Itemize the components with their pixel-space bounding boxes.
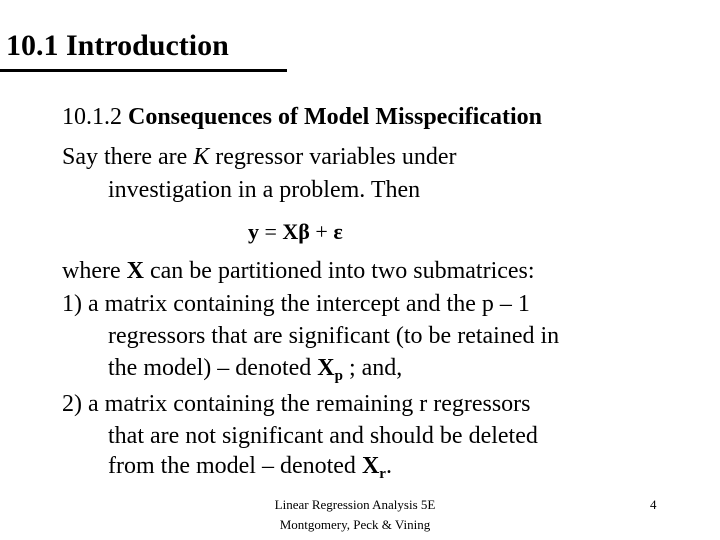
intro-text-cont: regressor variables under (209, 144, 457, 170)
title-underline (0, 69, 287, 72)
slide-title: 10.1 Introduction (6, 29, 229, 62)
item2-line-2: that are not significant and should be deleted (108, 423, 538, 449)
item1-line-1: 1) a matrix containing the intercept and the p – 1 (62, 291, 530, 317)
page-number: 4 (650, 497, 657, 512)
eq-epsilon: ε (333, 219, 343, 244)
subscript-r: r (379, 466, 386, 482)
item2-line-3 (108, 451, 392, 481)
footer-line-1: Linear Regression Analysis 5E (274, 497, 436, 512)
matrix-x: X (126, 258, 144, 284)
where-text-cont: can be partitioned into two submatrices: (143, 258, 535, 284)
item1-text-end: ; and, (342, 355, 403, 381)
eq-y: y (248, 219, 259, 244)
variable-k: K (193, 144, 210, 170)
item1-line-3 (108, 353, 402, 383)
subheading-number: 10.1.2 (62, 104, 122, 130)
where-line (62, 256, 535, 286)
where-text: where (62, 258, 127, 284)
eq-plus: + (315, 219, 328, 244)
subheading-text: Consequences of Model Misspecification (128, 104, 542, 130)
item2-text: from the model – denoted (108, 453, 362, 479)
eq-xbeta: Xβ (282, 219, 310, 244)
model-equation (248, 217, 343, 247)
eq-equals: = (264, 219, 277, 244)
item1-text: the model) – denoted (108, 355, 318, 381)
intro-text: Say there are (62, 144, 194, 170)
footer-line-2: Montgomery, Peck & Vining (279, 517, 431, 532)
intro-line-1 (62, 142, 457, 172)
item1-line-2: regressors that are significant (to be retained in (108, 323, 560, 349)
subscript-p: p (334, 368, 343, 384)
intro-line-2: investigation in a problem. Then (108, 177, 421, 203)
matrix-xr: X (361, 453, 380, 479)
section-subheading (62, 102, 542, 132)
item2-line-1: 2) a matrix containing the remaining r regressors (62, 391, 531, 417)
footer (255, 495, 455, 535)
matrix-xp: X (317, 355, 335, 381)
item2-text-end: . (385, 453, 392, 479)
